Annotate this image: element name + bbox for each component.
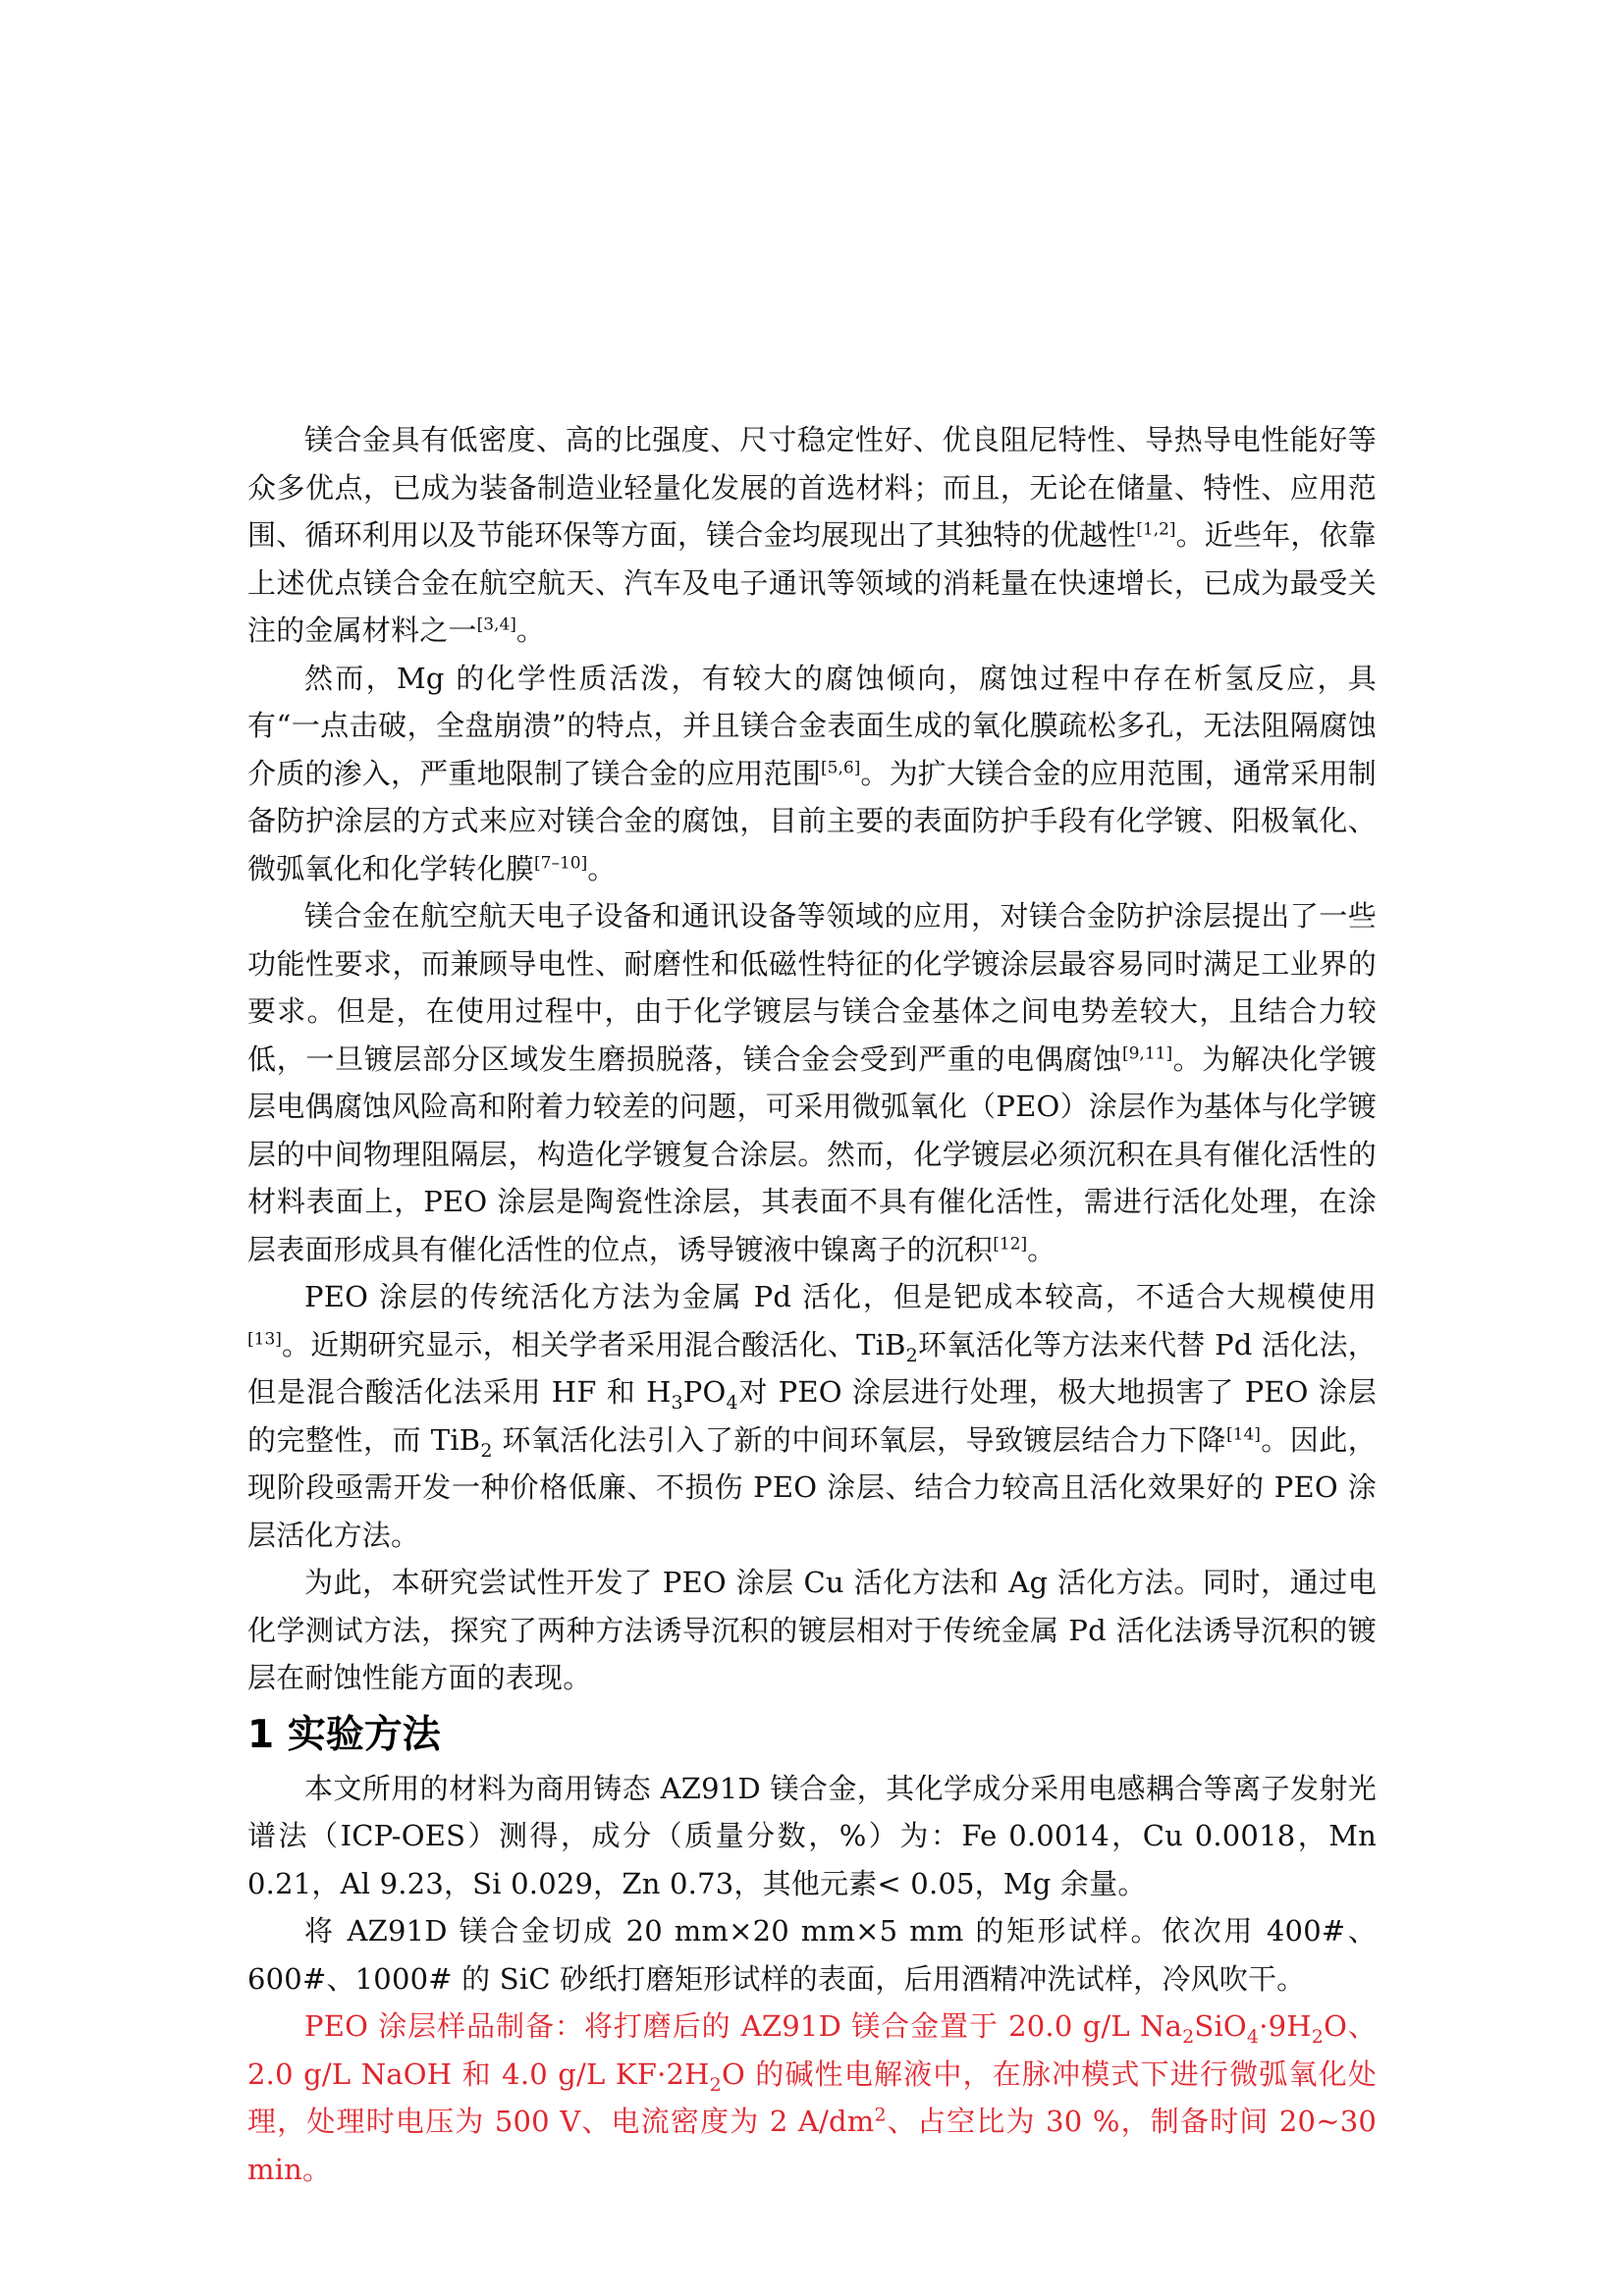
- superscript: 2: [874, 2104, 887, 2126]
- paragraph-corrosion: 然而，Mg 的化学性质活泼，有较大的腐蚀倾向，腐蚀过程中存在析氢反应，具有“一点击破，全盘崩溃”的特点，并且镁合金表面生成的氧化膜疏松多孔，无法阻隔腐蚀介质的渗入，严重地限制了镁合金的应用范围[5,6]。为扩大镁合金的应用范围，通常采用制备防护涂层的方式来应对镁合金的腐蚀，目前主要的表面防护手段有化学镀、阳极氧化、微弧氧化和化学转化膜[7–10]。: [247, 661, 1377, 885]
- paragraph-study-aim: 为此，本研究尝试性开发了 PEO 涂层 Cu 活化方法和 Ag 活化方法。同时，通过电化学测试方法，探究了两种方法诱导沉积的镀层相对于传统金属 Pd 活化法诱导沉积的镀层在耐蚀性能方面的表现。: [247, 1566, 1377, 1694]
- citation: [9,11]: [1121, 1042, 1173, 1063]
- paragraph-intro: 镁合金具有低密度、高的比强度、尺寸稳定性好、优良阻尼特性、导热导电性能好等众多优点，已成为装备制造业轻量化发展的首选材料；而且，无论在储量、特性、应用范围、循环利用以及节能环保等方面，镁合金均展现出了其独特的优越性[1,2]。近些年，依靠上述优点镁合金在航空航天、汽车及电子通讯等领域的消耗量在快速增长，已成为最受关注的金属材料之一[3,4]。: [247, 423, 1377, 647]
- subscript: 2: [905, 1344, 918, 1366]
- subscript: 2: [1311, 2025, 1325, 2048]
- section-heading-methods: 1 实验方法: [247, 1712, 441, 1757]
- subscript: 2: [480, 1439, 493, 1462]
- subscript: 2: [709, 2073, 722, 2096]
- paragraph-sample-prep: 将 AZ91D 镁合金切成 20 mm×20 mm×5 mm 的矩形试样。依次用 400#、600#、1000# 的 SiC 砂纸打磨矩形试样的表面，后用酒精冲洗试样，冷风吹干。: [247, 1914, 1377, 1996]
- citation: [1,2]: [1136, 519, 1176, 540]
- citation: [13]: [247, 1328, 282, 1349]
- subscript: 2: [1182, 2025, 1195, 2048]
- subscript: 4: [1246, 2025, 1260, 2048]
- subscript: 3: [671, 1391, 683, 1414]
- paragraph-activation-methods: PEO 涂层的传统活化方法为金属 Pd 活化，但是钯成本较高，不适合大规模使用[13]。近期研究显示，相关学者采用混合酸活化、TiB$_2$环氧活化等方法来代替 Pd 活化法，但是混合酸活化法采用 HF 和 $H_3PO_4$对 PEO 涂层进行处理，极大地损害了 PEO 涂层的完整性，而 TiB$_2$ 环氧活化法引入了新的中间环氧层，导致镀层结合力下降[14]。因此，现阶段亟需开发一种价格低廉、不损伤 PEO 涂层、结合力较高且活化效果好的 PEO 涂层活化方法。: [247, 1280, 1377, 1552]
- citation: [3,4]: [476, 614, 516, 635]
- citation: [7–10]: [534, 852, 588, 873]
- paragraph-peo-prep: PEO 涂层样品制备：将打磨后的 AZ91D 镁合金置于 20.0 g/L $Na_2SiO_4\cdot 9H_2O$、2.0 g/L NaOH 和 4.0 g/L $KF\cdot 2H_2O$ 的碱性电解液中，在脉冲模式下进行微弧氧化处理，处理时电压为 500 V、电流密度为 2 $A/dm^2$、占空比为 30 %，制备时间 20~30 min。: [247, 2009, 1377, 2186]
- paragraph-material: 本文所用的材料为商用铸态 AZ91D 镁合金，其化学成分采用电感耦合等离子发射光谱法（ICP-OES）测得，成分（质量分数，%）为：Fe 0.0014，Cu 0.0018，Mn 0.21，Al 9.23，Si 0.029，Zn 0.73，其他元素< 0.05，Mg 余量。: [247, 1771, 1377, 1900]
- paper-page: [247, 416, 1377, 2193]
- subscript: 4: [726, 1391, 738, 1414]
- paragraph-coating-requirements: 镁合金在航空航天电子设备和通讯设备等领域的应用，对镁合金防护涂层提出了一些功能性要求，而兼顾导电性、耐磨性和低磁性特征的化学镀涂层最容易同时满足工业界的要求。但是，在使用过程中，由于化学镀层与镁合金基体之间电势差较大，且结合力较低，一旦镀层部分区域发生磨损脱落，镁合金会受到严重的电偶腐蚀[9,11]。为解决化学镀层电偶腐蚀风险高和附着力较差的问题，可采用微弧氧化（PEO）涂层作为基体与化学镀层的中间物理阻隔层，构造化学镀复合涂层。然而，化学镀层必须沉积在具有催化活性的材料表面上，PEO 涂层是陶瓷性涂层，其表面不具有催化活性，需进行活化处理，在涂层表面形成具有催化活性的位点，诱导镀液中镍离子的沉积[12]。: [247, 899, 1377, 1266]
- citation: [14]: [1226, 1423, 1261, 1444]
- citation: [12]: [993, 1233, 1028, 1254]
- citation: [5,6]: [821, 757, 861, 777]
